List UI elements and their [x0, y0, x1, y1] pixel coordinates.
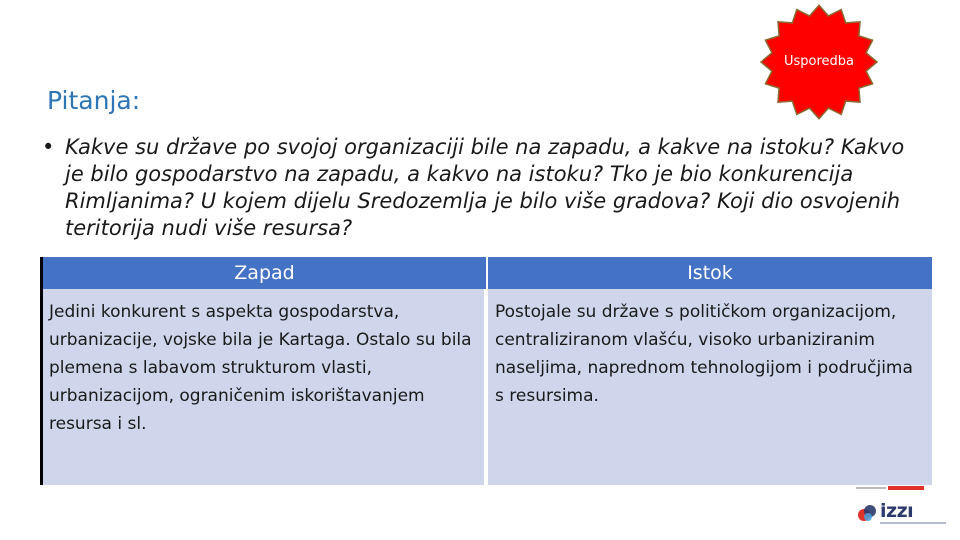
izzi-logo-icon	[856, 502, 878, 524]
logo-divider-red	[888, 486, 924, 490]
cell-east: Postojale su države s političkom organizacijom, centraliziranom vlašću, visoko urbaniziranim naseljima, naprednom tehnologijom i područjima s resursima.	[486, 289, 932, 485]
bullet-marker: •	[42, 135, 55, 159]
question-block	[42, 134, 922, 242]
badge-label: Usporedba	[783, 54, 855, 69]
cell-west: Jedini konkurent s aspekta gospodarstva, urbanizacije, vojske bila je Kartaga. Ostalo su bila plemena s labavom strukturom vlasti, urbanizacijom, ograničenim iskorištavanjem resursa i sl.	[40, 289, 486, 485]
comparison-badge	[746, 2, 892, 122]
logo-wordmark: izzı	[880, 500, 914, 522]
column-header-east: Istok	[486, 257, 932, 289]
comparison-table	[40, 257, 932, 485]
page-heading: Pitanja:	[47, 86, 141, 115]
question-text: Kakve su države po svojoj organizaciji bile na zapadu, a kakve na istoku? Kakvo je bilo gospodarstvo na zapadu, a kakvo na istoku? Tko je bio konkurencija Rimljanima? U kojem dijelu Sredozemlja je bilo više gradova? Koji dio osvojenih teritorija nudi više resursa?	[65, 135, 905, 240]
logo-tagline-line	[880, 522, 946, 524]
column-header-west: Zapad	[40, 257, 486, 289]
logo-divider-gray	[856, 487, 886, 489]
izzi-logo	[856, 500, 956, 526]
